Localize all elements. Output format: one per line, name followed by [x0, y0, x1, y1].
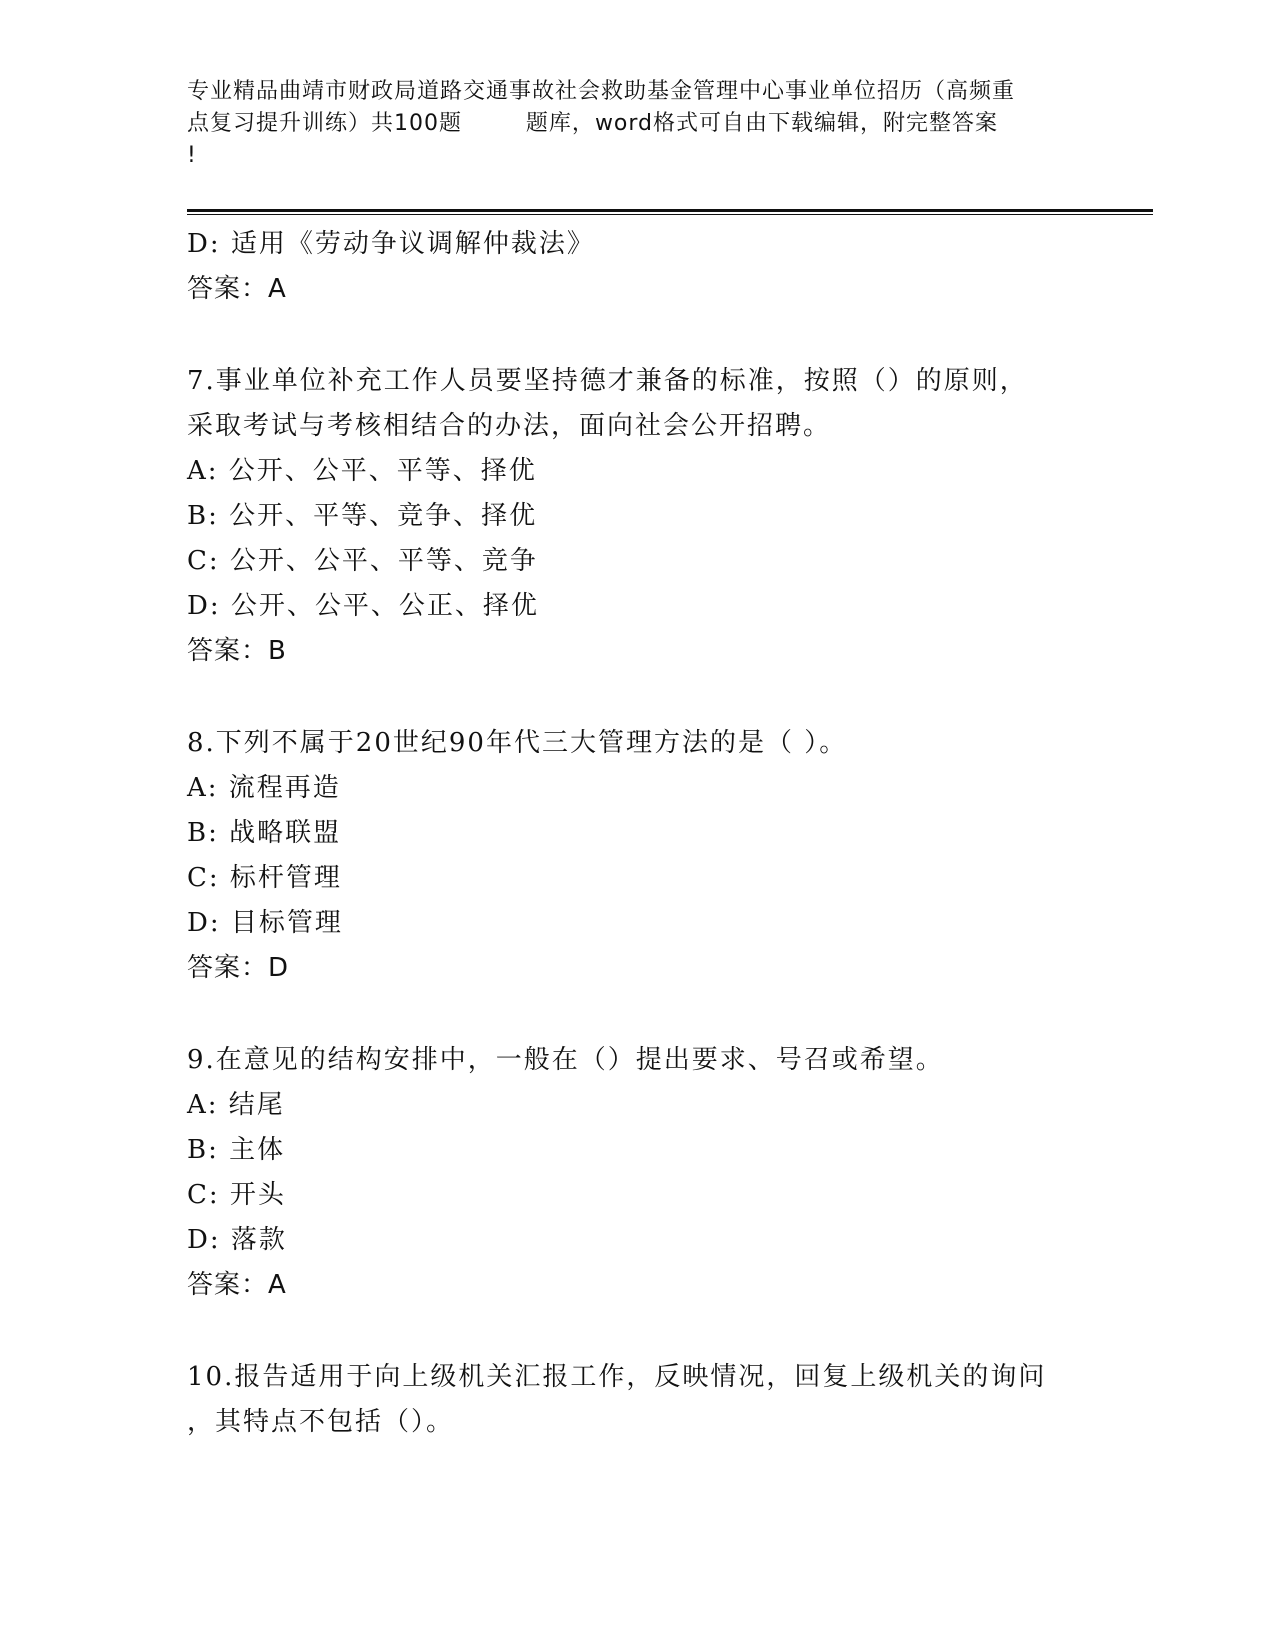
option-a: A: 结尾: [187, 1090, 285, 1120]
question-stem: 8.下列不属于20世纪90年代三大管理方法的是（ ）。: [187, 728, 848, 758]
header-title-line-2: 点复习提升训练）共100题 题库，word格式可自由下载编辑，附完整答案: [187, 111, 999, 136]
header-title-line-1: 专业精品曲靖市财政局道路交通事故社会救助基金管理中心事业单位招历（高频重: [187, 79, 1016, 104]
question-stem: ，其特点不包括（）。: [187, 1407, 455, 1437]
option-d: D: 落款: [187, 1225, 287, 1255]
header-rule-thin: [187, 214, 1153, 215]
question-9: [187, 1038, 1087, 1308]
document-header: [187, 76, 1087, 172]
answer-line: 答案：A: [187, 274, 287, 304]
question-stem: 10.报告适用于向上级机关汇报工作，反映情况，回复上级机关的询问: [187, 1362, 1047, 1392]
question-stem: 采取考试与考核相结合的办法，面向社会公开招聘。: [187, 411, 832, 441]
option-d: D: 公开、公平、公正、择优: [187, 591, 539, 621]
option-a: A: 公开、公平、平等、择优: [187, 456, 537, 486]
option-b: B: 公开、平等、竞争、择优: [187, 501, 538, 531]
question-stem: 7.事业单位补充工作人员要坚持德才兼备的标准，按照（）的原则，: [187, 366, 1028, 396]
question-7: [187, 359, 1087, 674]
option-d: D: 目标管理: [187, 908, 343, 938]
header-title-line-3: !: [187, 143, 197, 168]
answer-line: 答案：B: [187, 636, 287, 666]
header-rule-thick: [187, 209, 1153, 212]
question-stem: 9.在意见的结构安排中，一般在（）提出要求、号召或希望。: [187, 1045, 944, 1075]
option-b: B: 主体: [187, 1135, 286, 1165]
option-b: B: 战略联盟: [187, 818, 342, 848]
question-8: [187, 721, 1087, 991]
option-c: C: 标杆管理: [187, 863, 342, 893]
option-d: D: 适用《劳动争议调解仲裁法》: [187, 229, 595, 259]
answer-line: 答案：A: [187, 1270, 287, 1300]
question-list: [187, 222, 1087, 1445]
option-a: A: 流程再造: [187, 773, 341, 803]
question-10: [187, 1355, 1087, 1445]
option-c: C: 开头: [187, 1180, 286, 1210]
answer-line: 答案：D: [187, 953, 290, 983]
option-c: C: 公开、公平、平等、竞争: [187, 546, 538, 576]
